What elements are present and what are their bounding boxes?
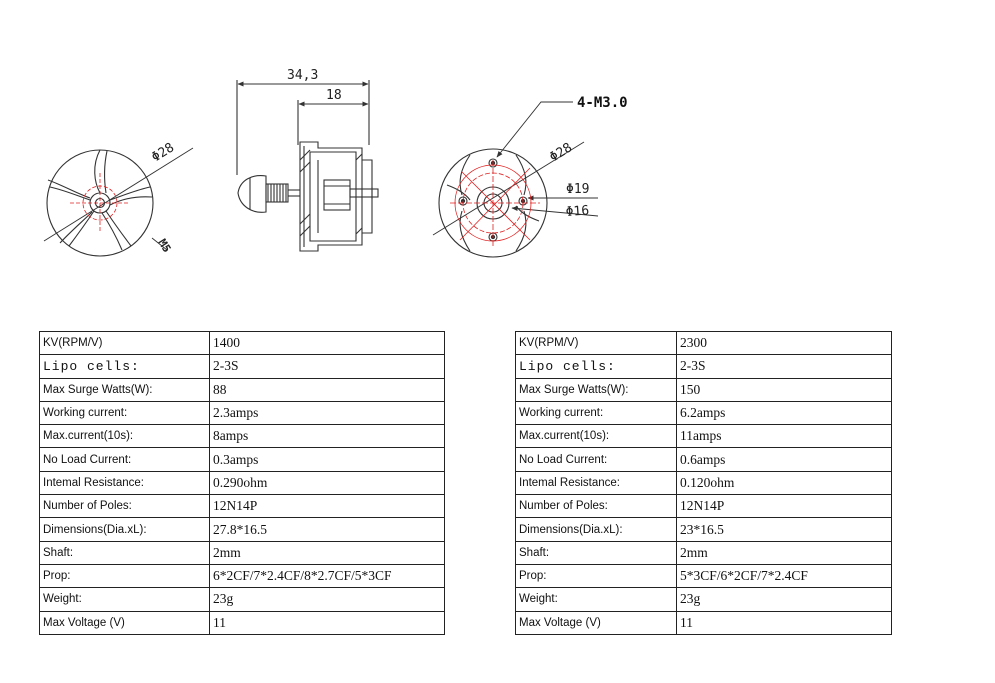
spec-value: 2300 xyxy=(677,332,892,355)
spec-value: 23g xyxy=(677,588,892,611)
spec-value: 88 xyxy=(210,378,445,401)
spec-label: Max.current(10s): xyxy=(40,425,210,448)
spec-label: Shaft: xyxy=(516,541,677,564)
table-row xyxy=(40,588,445,611)
table-row xyxy=(516,378,892,401)
spec-value: 0.6amps xyxy=(677,448,892,471)
spec-label: Max Surge Watts(W): xyxy=(40,378,210,401)
spec-label: Lipo cells: xyxy=(516,355,677,378)
spec-value: 5*3CF/6*2CF/7*2.4CF xyxy=(677,564,892,587)
spec-label: Max.current(10s): xyxy=(516,425,677,448)
table-row xyxy=(40,425,445,448)
table-row xyxy=(516,611,892,634)
spec-value: 150 xyxy=(677,378,892,401)
front-view xyxy=(44,148,193,256)
spec-label: Working current: xyxy=(40,401,210,424)
front-diameter-label: Φ28 xyxy=(149,140,178,166)
table-row xyxy=(40,564,445,587)
spec-value: 8amps xyxy=(210,425,445,448)
spec-label: Intemal Resistance: xyxy=(516,471,677,494)
spec-value: 27.8*16.5 xyxy=(210,518,445,541)
table-row xyxy=(516,518,892,541)
spec-table-2300kv xyxy=(515,331,892,635)
overall-length-label: 34,3 xyxy=(287,68,319,83)
spec-label: Weight: xyxy=(40,588,210,611)
spec-value: 12N14P xyxy=(210,495,445,518)
spec-value: 23g xyxy=(210,588,445,611)
hole-circle-inner-label: Φ16 xyxy=(565,203,590,220)
spec-value: 1400 xyxy=(210,332,445,355)
spec-label: Dimensions(Dia.xL): xyxy=(40,518,210,541)
table-row xyxy=(516,425,892,448)
spec-value: 0.290ohm xyxy=(210,471,445,494)
spec-label: Max Voltage (V) xyxy=(516,611,677,634)
spec-label: Number of Poles: xyxy=(516,495,677,518)
table-row xyxy=(516,355,892,378)
table-row xyxy=(40,471,445,494)
table-row xyxy=(40,518,445,541)
spec-label: No Load Current: xyxy=(516,448,677,471)
table-row xyxy=(40,495,445,518)
spec-value: 6.2amps xyxy=(677,401,892,424)
table-row xyxy=(40,355,445,378)
spec-value: 0.3amps xyxy=(210,448,445,471)
table-row xyxy=(516,564,892,587)
side-view xyxy=(237,80,378,251)
table-row xyxy=(516,588,892,611)
spec-label: Lipo cells: xyxy=(40,355,210,378)
table-row xyxy=(516,448,892,471)
mount-holes-label: 4-M3.0 xyxy=(577,95,628,111)
spec-label: Prop: xyxy=(40,564,210,587)
spec-label: No Load Current: xyxy=(40,448,210,471)
spec-label: Weight: xyxy=(516,588,677,611)
spec-label: Shaft: xyxy=(40,541,210,564)
table-row xyxy=(40,448,445,471)
spec-value: 2-3S xyxy=(677,355,892,378)
spec-value: 2.3amps xyxy=(210,401,445,424)
table-row xyxy=(40,611,445,634)
spec-label: Dimensions(Dia.xL): xyxy=(516,518,677,541)
table-row xyxy=(516,541,892,564)
spec-value: 11amps xyxy=(677,425,892,448)
spec-label: Max Surge Watts(W): xyxy=(516,378,677,401)
spec-value: 2mm xyxy=(677,541,892,564)
spec-value: 0.120ohm xyxy=(677,471,892,494)
rear-view-red-centerlines xyxy=(450,160,540,246)
hole-circle-outer-label: Φ19 xyxy=(566,182,590,197)
spec-value: 6*2CF/7*2.4CF/8*2.7CF/5*3CF xyxy=(210,564,445,587)
table-row xyxy=(40,541,445,564)
spec-label: Prop: xyxy=(516,564,677,587)
spec-label: Number of Poles: xyxy=(40,495,210,518)
spec-value: 12N14P xyxy=(677,495,892,518)
table-row xyxy=(516,471,892,494)
spec-value: 2mm xyxy=(210,541,445,564)
spec-label: KV(RPM/V) xyxy=(516,332,677,355)
spec-table-1400kv xyxy=(39,331,445,635)
spec-label: KV(RPM/V) xyxy=(40,332,210,355)
table-row xyxy=(516,332,892,355)
spec-value: 2-3S xyxy=(210,355,445,378)
table-row xyxy=(40,378,445,401)
spec-value: 11 xyxy=(677,611,892,634)
bell-length-label: 18 xyxy=(326,88,342,103)
table-row xyxy=(40,332,445,355)
spec-value: 23*16.5 xyxy=(677,518,892,541)
table-row xyxy=(40,401,445,424)
rear-diameter-label: Φ28 xyxy=(547,140,576,166)
shaft-thread-label: M5 xyxy=(155,236,174,255)
motor-technical-drawing xyxy=(0,0,995,300)
spec-label: Max Voltage (V) xyxy=(40,611,210,634)
table-row xyxy=(516,401,892,424)
spec-label: Intemal Resistance: xyxy=(40,471,210,494)
table-row xyxy=(516,495,892,518)
spec-value: 11 xyxy=(210,611,445,634)
spec-label: Working current: xyxy=(516,401,677,424)
